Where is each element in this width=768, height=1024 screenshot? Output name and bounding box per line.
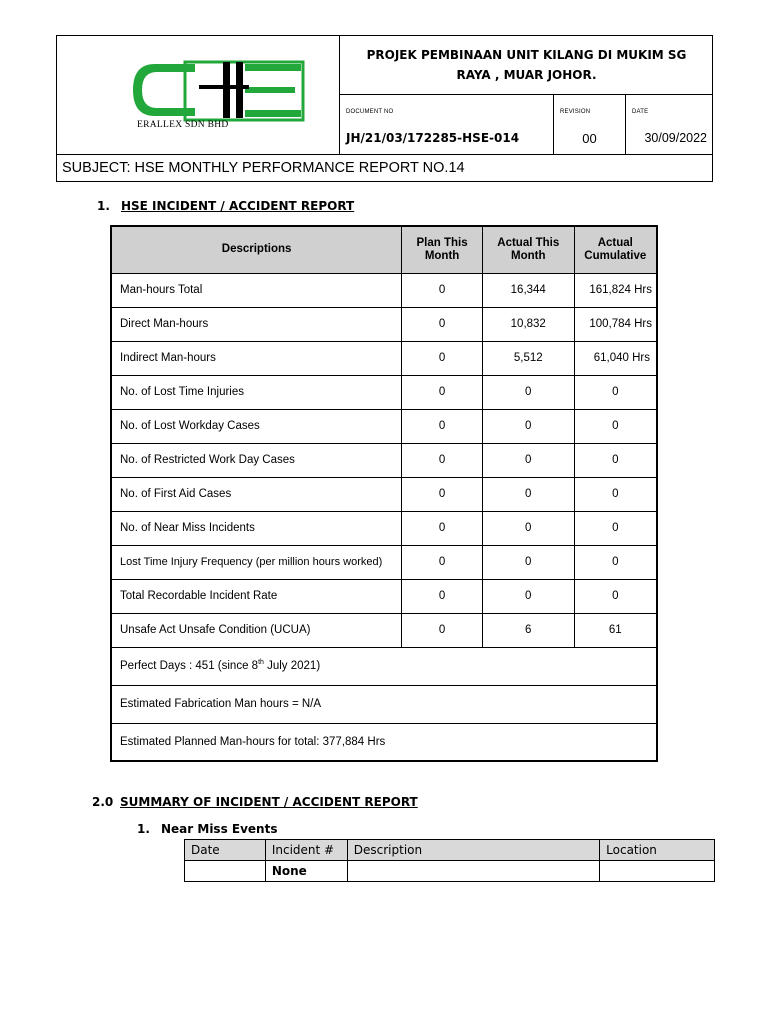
row-actual: 0 (482, 511, 574, 545)
row-plan: 0 (402, 477, 483, 511)
row-cumulative: 0 (574, 579, 657, 613)
col-actual-this-month: Actual This Month (482, 226, 574, 273)
row-actual: 0 (482, 477, 574, 511)
hse-incident-table (110, 225, 658, 762)
row-cumulative: 0 (574, 409, 657, 443)
report-subject: SUBJECT: HSE MONTHLY PERFORMANCE REPORT NO.14 (57, 154, 713, 182)
table-header-row (111, 226, 657, 273)
col-descriptions: Descriptions (111, 226, 402, 273)
col-description: Description (347, 840, 599, 861)
row-description: No. of First Aid Cases (111, 477, 402, 511)
erallex-logo-icon (133, 58, 305, 122)
table-row (185, 861, 715, 882)
section2-number: 2.0 (92, 795, 114, 809)
col-plan-this-month: Plan This Month (402, 226, 483, 273)
near-miss-number: 1. (137, 822, 150, 836)
row-cumulative: 0 (574, 375, 657, 409)
table-row (111, 409, 657, 443)
near-miss-heading (137, 822, 277, 836)
row-actual: 0 (482, 443, 574, 477)
perfect-days-row (111, 647, 657, 685)
table-row (111, 511, 657, 545)
row-description: No. of Lost Time Injuries (111, 375, 402, 409)
row-plan: 0 (402, 341, 483, 375)
section2-heading (92, 795, 418, 809)
row-actual: 0 (482, 375, 574, 409)
table-row (111, 477, 657, 511)
row-plan: 0 (402, 409, 483, 443)
col-location: Location (600, 840, 715, 861)
table-row (111, 273, 657, 307)
row-plan: 0 (402, 443, 483, 477)
row-cumulative: 0 (574, 443, 657, 477)
revision-label: REVISION (560, 109, 591, 115)
revision-cell (554, 95, 626, 154)
table-row (111, 341, 657, 375)
table-row (111, 545, 657, 579)
perfect-days: Perfect Days : 451 (since 8th July 2021) (111, 647, 657, 685)
row-actual: 0 (482, 579, 574, 613)
date-value: 30/09/2022 (644, 131, 707, 145)
row-plan: 0 (402, 511, 483, 545)
near-miss-date (185, 861, 266, 882)
near-miss-title: Near Miss Events (161, 822, 278, 836)
row-description: Man-hours Total (111, 273, 402, 307)
section2-title: SUMMARY OF INCIDENT / ACCIDENT REPORT (120, 795, 418, 809)
table-row (111, 307, 657, 341)
row-description: Total Recordable Incident Rate (111, 579, 402, 613)
planned-hours-row (111, 723, 657, 761)
row-plan: 0 (402, 613, 483, 647)
row-cumulative: 100,784 Hrs (574, 307, 657, 341)
planned-hours: Estimated Planned Man-hours for total: 377,884 Hrs (111, 723, 657, 761)
logo-cell (57, 36, 340, 154)
row-plan: 0 (402, 579, 483, 613)
row-cumulative: 61,040 Hrs (574, 341, 657, 375)
row-cumulative: 61 (574, 613, 657, 647)
document-meta-row (340, 95, 713, 154)
document-no-value: JH/21/03/172285-HSE-014 (346, 131, 520, 145)
document-header (56, 35, 713, 182)
row-cumulative: 0 (574, 545, 657, 579)
row-actual: 16,344 (482, 273, 574, 307)
section1-number: 1. (97, 199, 110, 213)
section1-title: HSE INCIDENT / ACCIDENT REPORT (121, 199, 355, 213)
near-miss-location (600, 861, 715, 882)
row-actual: 0 (482, 545, 574, 579)
date-label: DATE (632, 109, 649, 115)
row-description: No. of Restricted Work Day Cases (111, 443, 402, 477)
row-plan: 0 (402, 375, 483, 409)
row-description: No. of Near Miss Incidents (111, 511, 402, 545)
col-date: Date (185, 840, 266, 861)
fabrication-hours-row (111, 685, 657, 723)
row-cumulative: 0 (574, 511, 657, 545)
project-title: PROJEK PEMBINAAN UNIT KILANG DI MUKIM SG RAYA , MUAR JOHOR. (340, 36, 713, 95)
row-cumulative: 161,824 Hrs (574, 273, 657, 307)
table-row (111, 375, 657, 409)
row-actual: 6 (482, 613, 574, 647)
section1-heading (97, 199, 354, 213)
row-plan: 0 (402, 307, 483, 341)
row-description: Indirect Man-hours (111, 341, 402, 375)
date-cell (626, 95, 713, 154)
row-actual: 10,832 (482, 307, 574, 341)
near-miss-table (184, 839, 715, 882)
row-plan: 0 (402, 545, 483, 579)
table-row (111, 443, 657, 477)
near-miss-incident: None (265, 861, 347, 882)
row-description: Lost Time Injury Frequency (per million hours worked) (111, 545, 402, 579)
row-description: Unsafe Act Unsafe Condition (UCUA) (111, 613, 402, 647)
document-no-cell (340, 95, 554, 154)
row-description: Direct Man-hours (111, 307, 402, 341)
table-row (111, 579, 657, 613)
row-description: No. of Lost Workday Cases (111, 409, 402, 443)
document-no-label: DOCUMENT NO (346, 109, 394, 115)
row-plan: 0 (402, 273, 483, 307)
revision-value: 00 (582, 131, 597, 146)
near-miss-description (347, 861, 599, 882)
row-cumulative: 0 (574, 477, 657, 511)
near-miss-header-row (185, 840, 715, 861)
row-actual: 0 (482, 409, 574, 443)
company-name: ERALLEX SDN BHD (137, 120, 229, 130)
col-incident-number: Incident # (265, 840, 347, 861)
fabrication-hours: Estimated Fabrication Man hours = N/A (111, 685, 657, 723)
col-actual-cumulative: Actual Cumulative (574, 226, 657, 273)
row-actual: 5,512 (482, 341, 574, 375)
table-row (111, 613, 657, 647)
